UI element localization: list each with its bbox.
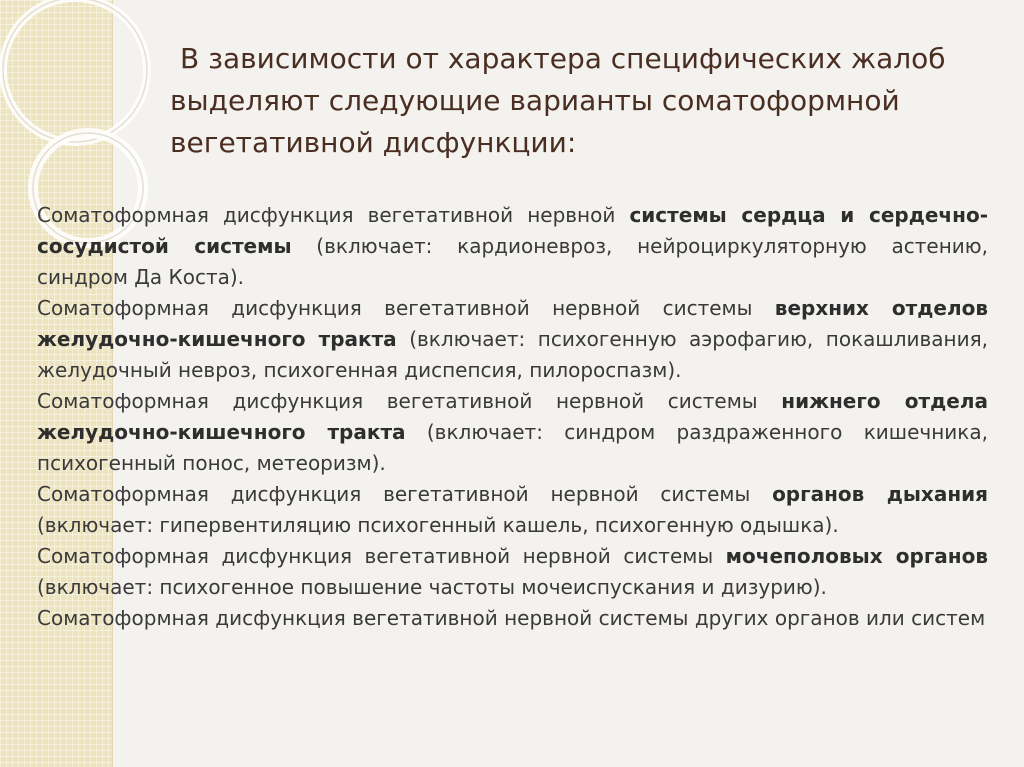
item-highlight: верхних отделов желудочно-кишечного тракта [37, 296, 988, 351]
item-details: (включает: гипервентиляцию психогенный кашель, психогенную одышка). [37, 513, 839, 537]
list-item [37, 200, 988, 293]
item-text: Соматоформная дисфункция вегетативной нервной системы других органов или систем [37, 606, 986, 630]
title-line: выделяют следующие варианты соматоформной [170, 84, 900, 117]
slide-body [37, 200, 988, 634]
list-item [37, 293, 988, 386]
item-details: (включает: психогенное повышение частоты мочеиспускания и дизурию). [37, 575, 827, 599]
title-line: вегетативной дисфункции: [170, 126, 577, 159]
title-line: В зависимости от характера специфических жалоб [180, 42, 946, 75]
item-details: (включает: кардионевроз, нейроциркуляторную астению, синдром Да Коста). [37, 234, 988, 289]
item-text: Соматоформная дисфункция вегетативной нервной [37, 203, 630, 227]
slide-title [170, 38, 970, 164]
list-item [37, 603, 988, 634]
item-text: Соматоформная дисфункция вегетативной нервной системы [37, 296, 775, 320]
item-highlight: органов дыхания [772, 482, 988, 506]
item-details: (включает: синдром раздраженного кишечника, психогенный понос, метеоризм). [37, 420, 988, 475]
item-highlight: нижнего отдела желудочно-кишечного тракта [37, 389, 988, 444]
item-text: Соматоформная дисфункция вегетативной нервной системы [37, 544, 726, 568]
list-item [37, 541, 988, 603]
item-details: (включает: психогенную аэрофагию, покашливания, желудочный невроз, психогенная диспепсия, пилороспазм). [37, 327, 988, 382]
item-highlight: мочеполовых органов [725, 544, 988, 568]
item-text: Соматоформная дисфункция вегетативной нервной системы [37, 389, 782, 413]
list-item [37, 479, 988, 541]
item-text: Соматоформная дисфункция вегетативной нервной системы [37, 482, 773, 506]
item-highlight: системы сердца и сердечно-сосудистой системы [37, 203, 989, 258]
list-item [37, 386, 988, 479]
